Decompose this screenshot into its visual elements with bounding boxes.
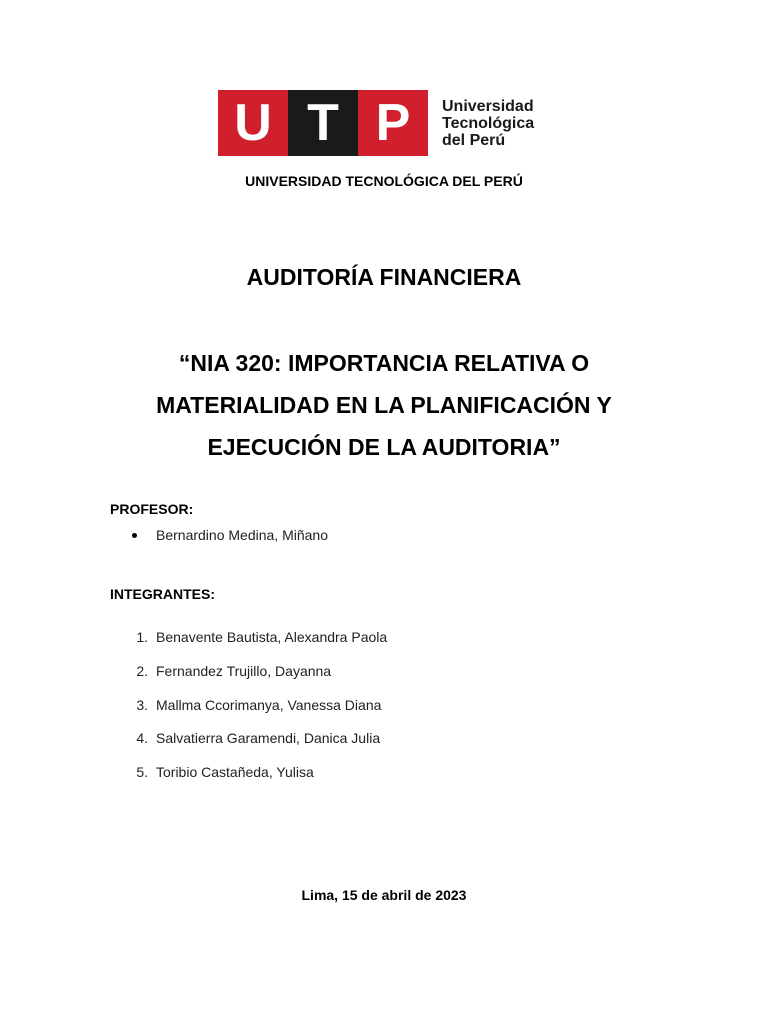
logo-letter-t: T [307,94,339,152]
topic-line-1: “NIA 320: IMPORTANCIA RELATIVA O [178,350,590,376]
university-name: UNIVERSIDAD TECNOLÓGICA DEL PERÚ [245,173,523,189]
member-number: 3. [136,697,148,713]
document-topic [0,342,768,468]
logo-wordmark-line-1: Universidad [442,98,534,115]
course-title: AUDITORÍA FINANCIERA [246,264,522,290]
utp-logo [218,90,548,156]
member-number: 1. [136,629,148,645]
topic-line-3: EJECUCIÓN DE LA AUDITORIA” [207,434,561,460]
member-name: Mallma Ccorimanya, Vanessa Diana [156,697,382,713]
member-name: Salvatierra Garamendi, Danica Julia [156,730,381,746]
logo-wordmark-line-2: Tecnológica [442,115,535,132]
logo-wordmark [442,98,534,149]
member-name: Fernandez Trujillo, Dayanna [156,663,332,679]
logo-letter-p: P [375,94,411,152]
logo-wordmark-line-3: del Perú [442,132,506,149]
document-date: Lima, 15 de abril de 2023 [301,887,467,903]
professor-label: PROFESOR: [110,501,194,517]
member-name: Benavente Bautista, Alexandra Paola [156,629,388,645]
topic-line-2: MATERIALIDAD EN LA PLANIFICACIÓN Y [156,392,612,418]
bullet-icon [132,533,137,538]
member-number: 2. [136,663,148,679]
logo-letter-u: U [234,94,272,152]
professor-name: Bernardino Medina, Miñano [156,527,328,543]
members-label: INTEGRANTES: [110,586,215,602]
member-number: 5. [136,764,148,780]
member-name: Toribio Castañeda, Yulisa [156,764,314,780]
member-number: 4. [136,730,148,746]
